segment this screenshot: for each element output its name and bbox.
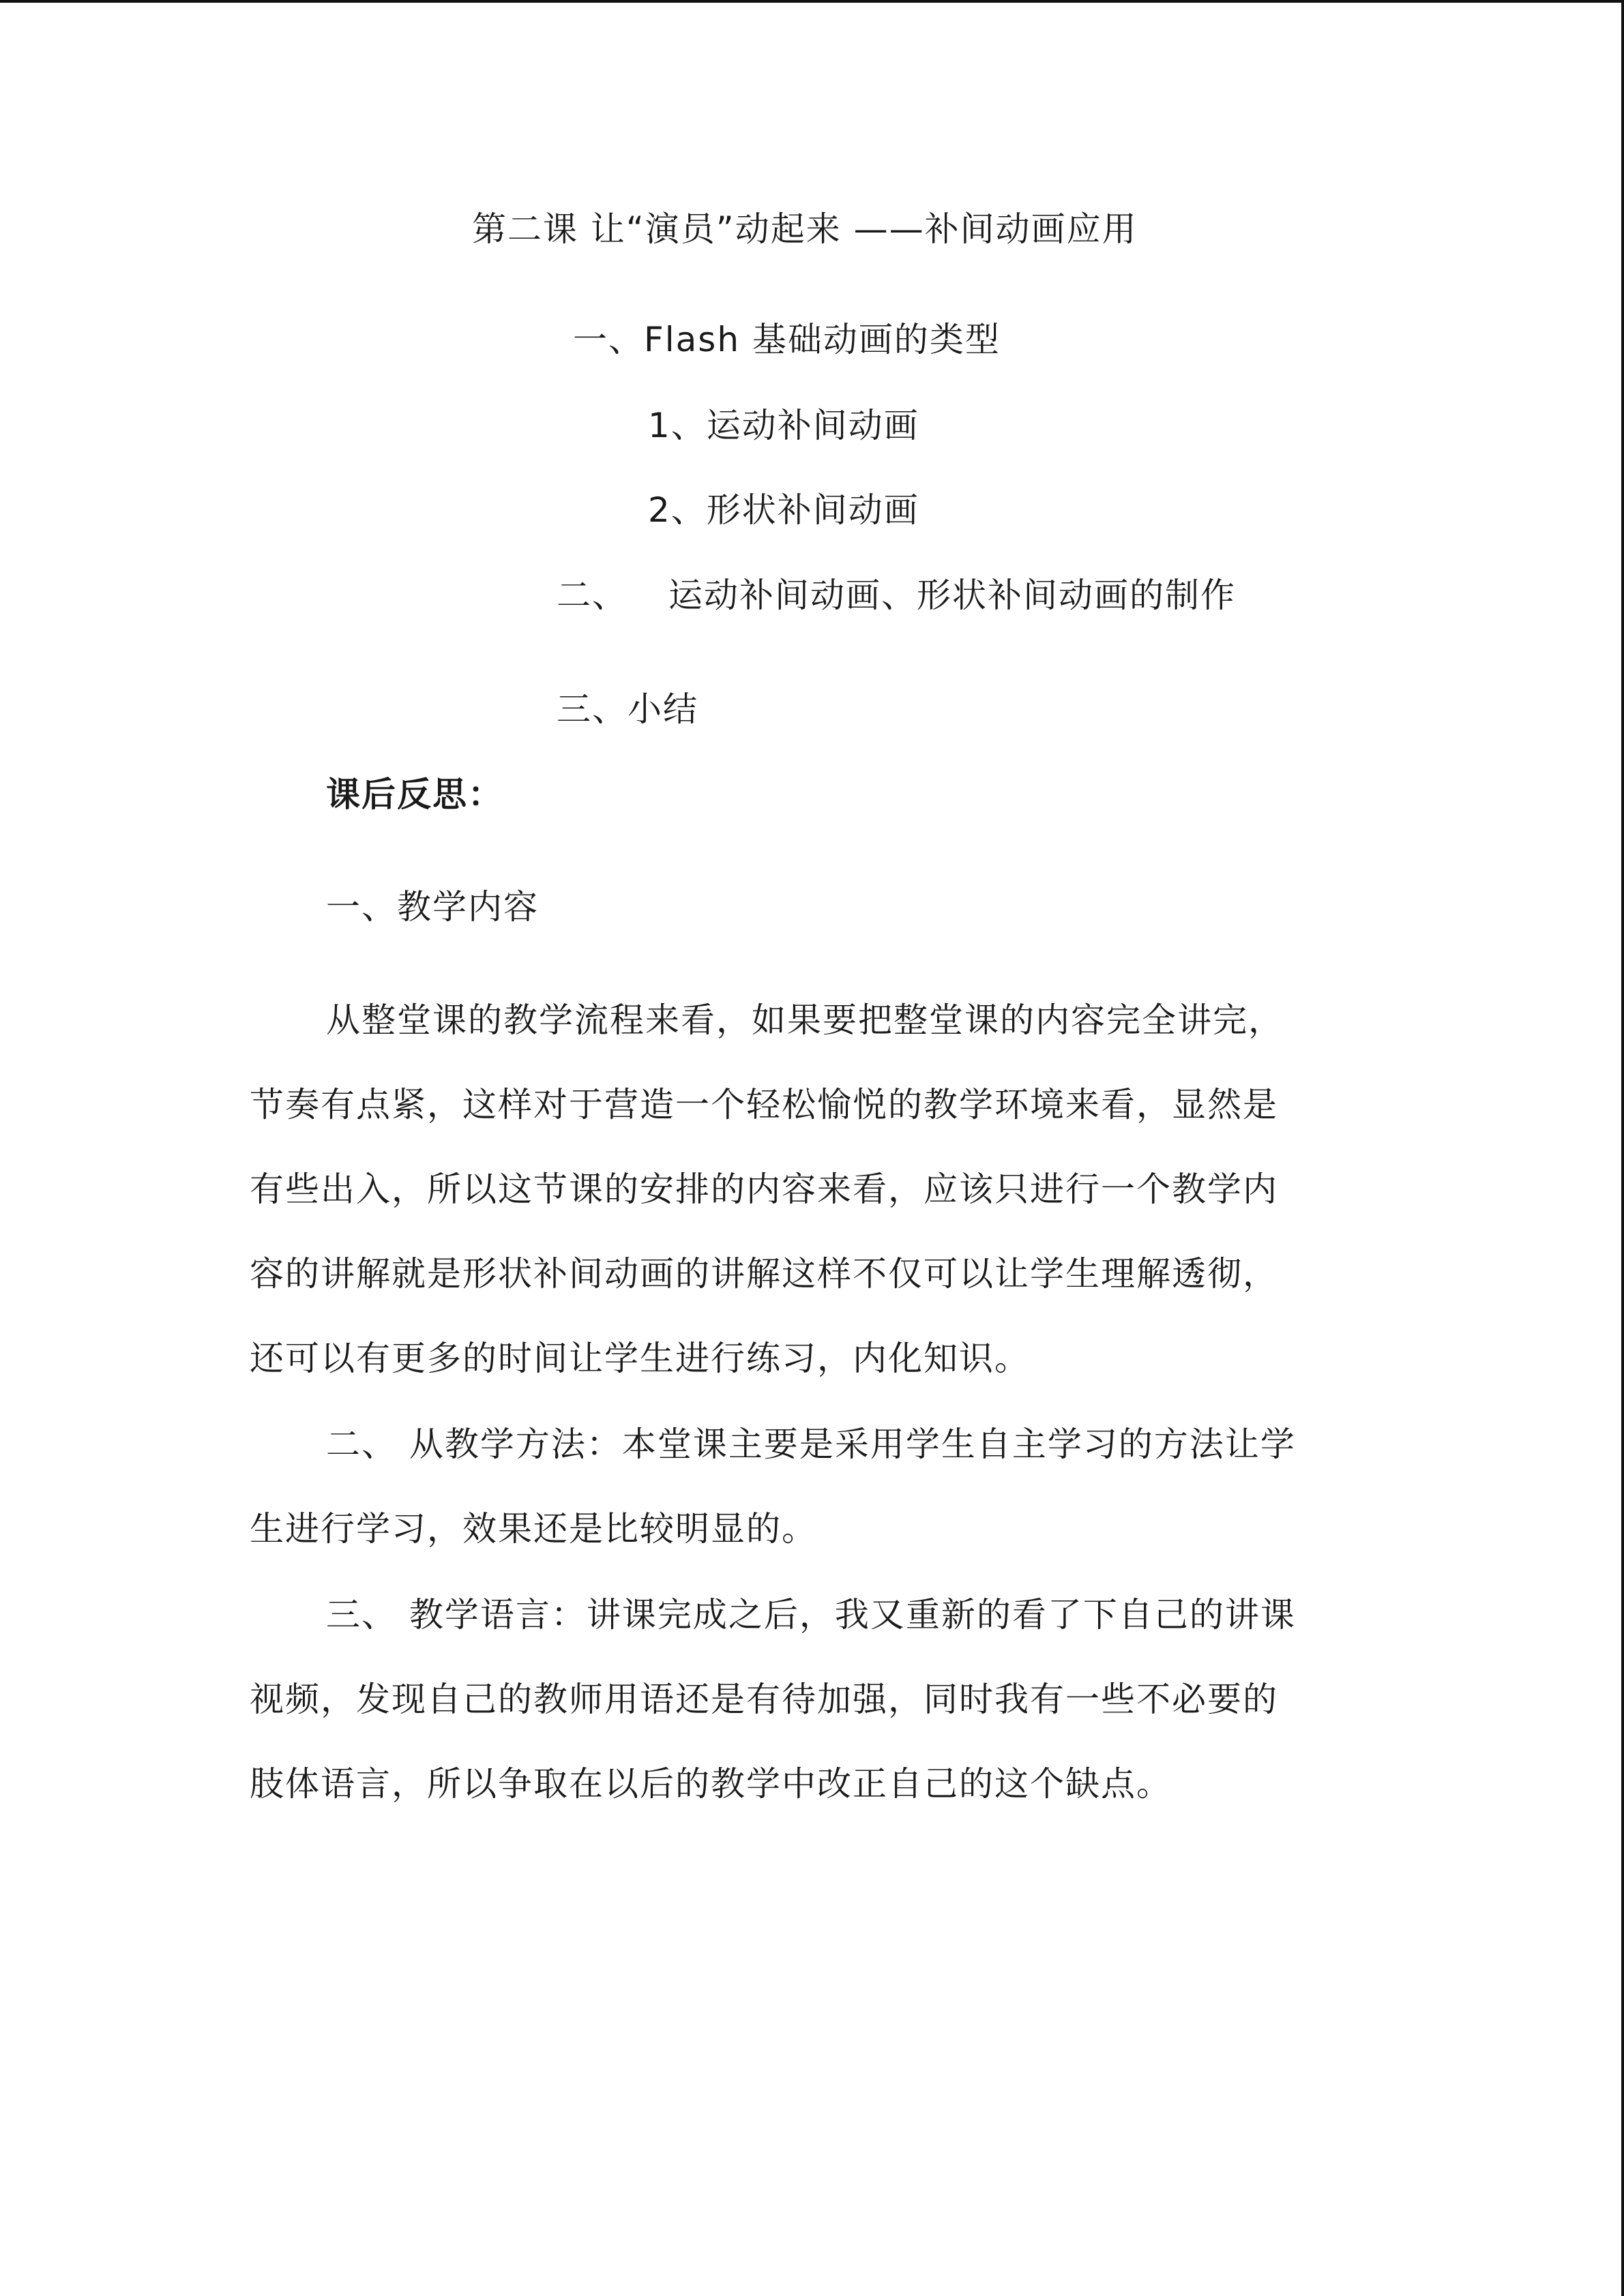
- paragraph-line: 肢体语言，所以争取在以后的教学中改正自己的这个缺点。: [250, 1764, 1172, 1804]
- outline-section-2-number: 二、: [557, 576, 628, 615]
- paragraph-line: 还可以有更多的时间让学生进行练习，内化知识。: [250, 1339, 1030, 1378]
- paragraph-line: 节奏有点紧，这样对于营造一个轻松愉悦的教学环境来看，显然是: [250, 1085, 1278, 1124]
- reflection-heading: 课后反思：: [326, 775, 503, 814]
- lesson-title: 第二课 让“演员”动起来 ——补间动画应用: [472, 209, 1138, 249]
- paragraph-line: 二、 从教学方法：本堂课主要是采用学生自主学习的方法让学: [326, 1425, 1296, 1464]
- outline-section-1: 一、Flash 基础动画的类型: [573, 320, 1001, 359]
- paragraph-line: 生进行学习，效果还是比较明显的。: [250, 1509, 817, 1549]
- outline-section-2-text: 运动补间动画、形状补间动画的制作: [668, 576, 1236, 615]
- right-border: [1621, 0, 1624, 2296]
- outline-item-1: 1、运动补间动画: [648, 406, 919, 445]
- reflection-part-1-heading: 一、教学内容: [326, 887, 539, 927]
- paragraph-line: 视频，发现自己的教师用语还是有待加强，同时我有一些不必要的: [250, 1680, 1278, 1719]
- paragraph-line: 容的讲解就是形状补间动画的讲解这样不仅可以让学生理解透彻，: [250, 1254, 1278, 1294]
- top-border: [0, 0, 1624, 3]
- paragraph-line: 有些出入，所以这节课的安排的内容来看，应该只进行一个教学内: [250, 1169, 1278, 1209]
- paragraph-line: 从整堂课的教学流程来看，如果要把整堂课的内容完全讲完，: [326, 1000, 1284, 1040]
- paragraph-line: 三、 教学语言：讲课完成之后，我又重新的看了下自己的讲课: [326, 1595, 1296, 1635]
- outline-item-2: 2、形状补间动画: [648, 490, 919, 530]
- outline-section-3: 三、小结: [557, 689, 698, 729]
